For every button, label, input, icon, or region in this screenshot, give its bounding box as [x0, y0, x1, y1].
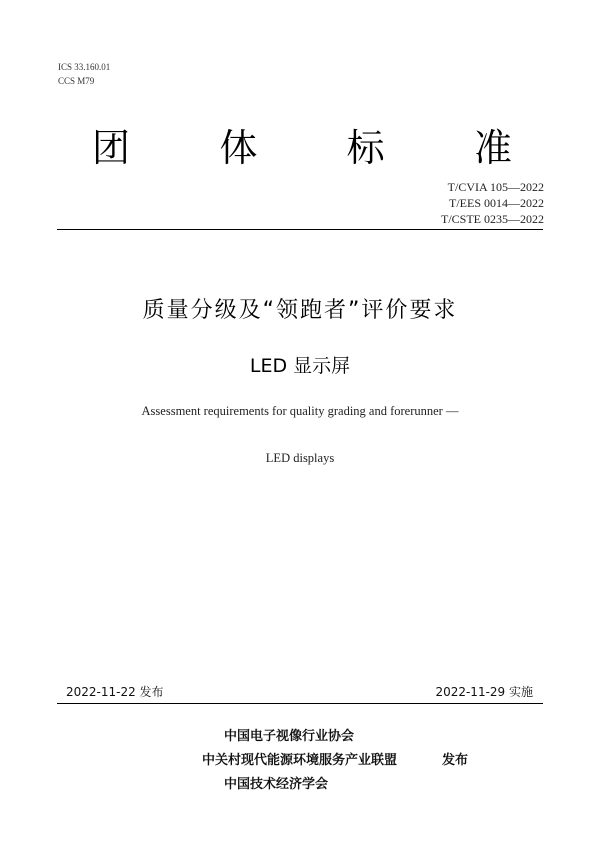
- issuer-org: 中国电子视像行业协会: [224, 729, 355, 744]
- standard-number-ees: T/EES 0014—2022: [449, 196, 544, 210]
- publish-date: 2022-11-22 发布: [66, 685, 164, 699]
- ics-code: ICS 33.160.01: [58, 62, 111, 72]
- bottom-divider: [57, 703, 543, 704]
- document-title-en-line2: LED displays: [265, 451, 335, 465]
- standard-number-cvia: T/CVIA 105—2022: [447, 180, 544, 194]
- standard-type-char: 标: [346, 126, 385, 170]
- top-divider: [57, 229, 543, 230]
- standard-type-char: 准: [473, 126, 512, 170]
- standard-type-char: 团: [92, 126, 131, 170]
- ccs-code: CCS M79: [58, 76, 95, 86]
- issuer-org: 中关村现代能源环境服务产业联盟: [202, 753, 398, 768]
- standard-type-heading: [92, 126, 512, 170]
- document-subtitle-zh: LED 显示屏: [249, 355, 351, 377]
- issue-label: 发布: [442, 753, 469, 768]
- document-title-en-line1: Assessment requirements for quality grading and forerunner —: [141, 404, 459, 418]
- implementation-date: 2022-11-29 实施: [435, 685, 533, 699]
- standard-type-char: 体: [219, 126, 258, 170]
- issuer-org: 中国技术经济学会: [224, 777, 329, 792]
- standard-number-cste: T/CSTE 0235—2022: [440, 212, 544, 226]
- document-title-zh: 质量分级及“领跑者”评价要求: [142, 298, 458, 323]
